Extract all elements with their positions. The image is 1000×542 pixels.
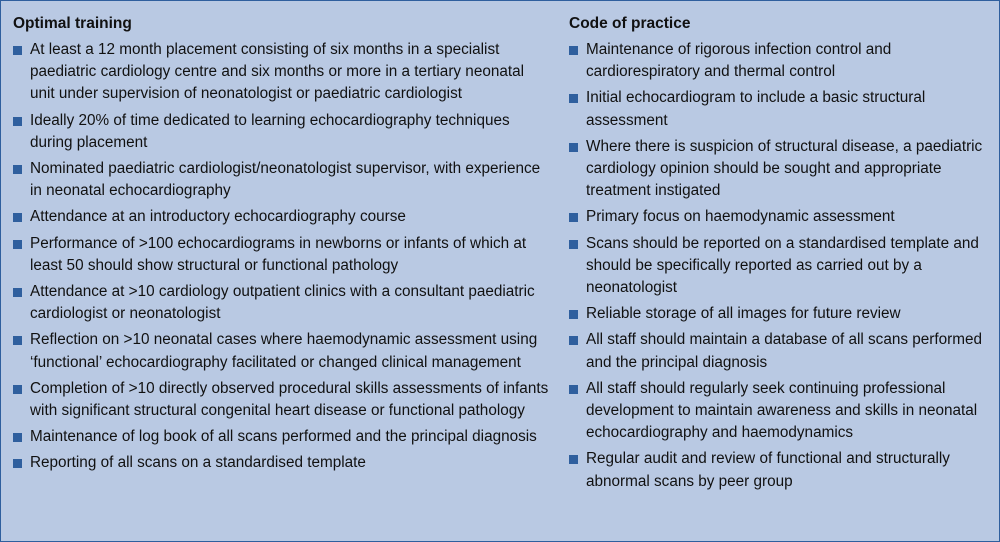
list-item-text: Maintenance of rigorous infection control and cardiorespiratory and thermal control [586, 41, 892, 81]
square-bullet-icon [569, 143, 578, 152]
optimal-training-heading: Optimal training [13, 15, 132, 32]
square-bullet-icon [13, 288, 22, 297]
list-item [569, 136, 989, 203]
square-bullet-icon [569, 94, 578, 103]
list-item [13, 39, 549, 106]
list-item [13, 378, 549, 422]
square-bullet-icon [13, 385, 22, 394]
list-item-text: Reliable storage of all images for future review [586, 305, 901, 323]
list-item-text: Initial echocardiogram to include a basic structural assessment [586, 89, 926, 129]
list-item [569, 233, 989, 300]
code-of-practice-list [569, 39, 989, 493]
square-bullet-icon [569, 455, 578, 464]
list-item [13, 233, 549, 277]
list-item [13, 281, 549, 325]
list-item [569, 206, 989, 228]
list-item [13, 426, 549, 448]
list-item [569, 448, 989, 492]
square-bullet-icon [569, 46, 578, 55]
list-item-text: Performance of >100 echocardiograms in newborns or infants of which at least 50 should show structural or functional pathology [30, 234, 527, 274]
list-item [13, 206, 549, 228]
square-bullet-icon [569, 385, 578, 394]
list-item-text: All staff should regularly seek continuing professional development to maintain awareness and skills in neonatal echocardiography and haemodynamics [586, 379, 978, 442]
square-bullet-icon [13, 213, 22, 222]
list-item-text: Primary focus on haemodynamic assessment [586, 208, 895, 226]
list-item [569, 39, 989, 83]
list-item-text: Regular audit and review of functional and structurally abnormal scans by peer group [586, 450, 950, 490]
square-bullet-icon [569, 213, 578, 222]
square-bullet-icon [569, 240, 578, 249]
square-bullet-icon [13, 433, 22, 442]
square-bullet-icon [13, 117, 22, 126]
list-item [569, 303, 989, 325]
code-of-practice-heading: Code of practice [569, 15, 691, 32]
square-bullet-icon [13, 459, 22, 468]
square-bullet-icon [569, 336, 578, 345]
square-bullet-icon [13, 46, 22, 55]
list-item [13, 329, 549, 373]
list-item-text: Attendance at >10 cardiology outpatient clinics with a consultant paediatric cardiologist or neonatologist [30, 283, 535, 323]
list-item-text: Maintenance of log book of all scans performed and the principal diagnosis [30, 428, 537, 446]
list-item-text: Nominated paediatric cardiologist/neonatologist supervisor, with experience in neonatal echocardiography [30, 160, 541, 200]
list-item [569, 329, 989, 373]
optimal-training-list [13, 39, 549, 475]
list-item-text: Where there is suspicion of structural disease, a paediatric cardiology opinion should be sought and appropriate treatment instigated [586, 137, 983, 200]
list-item [569, 87, 989, 131]
optimal-training-column [13, 11, 549, 479]
list-item-text: Ideally 20% of time dedicated to learning echocardiography techniques during placement [30, 111, 510, 151]
square-bullet-icon [13, 240, 22, 249]
list-item-text: Reporting of all scans on a standardised template [30, 454, 366, 472]
list-item [13, 110, 549, 154]
list-item-text: Reflection on >10 neonatal cases where haemodynamic assessment using ‘functional’ echocardiography facilitated or changed clinical management [30, 331, 538, 371]
list-item [13, 158, 549, 202]
list-item-text: All staff should maintain a database of all scans performed and the principal diagnosis [586, 331, 982, 371]
square-bullet-icon [13, 336, 22, 345]
list-item-text: Scans should be reported on a standardised template and should be specifically reported as carried out by a neonatologist [586, 234, 979, 297]
square-bullet-icon [13, 165, 22, 174]
code-of-practice-column [569, 11, 989, 497]
list-item [569, 378, 989, 445]
list-item-text: Attendance at an introductory echocardiography course [30, 208, 406, 226]
list-item-text: At least a 12 month placement consisting of six months in a specialist paediatric cardiology centre and six months or more in a tertiary neonatal unit under supervision of neonatologist or paediatric cardiologist [30, 41, 525, 103]
list-item [13, 452, 549, 474]
square-bullet-icon [569, 310, 578, 319]
list-item-text: Completion of >10 directly observed procedural skills assessments of infants with significant structural congenital heart disease or functional pathology [30, 379, 549, 420]
